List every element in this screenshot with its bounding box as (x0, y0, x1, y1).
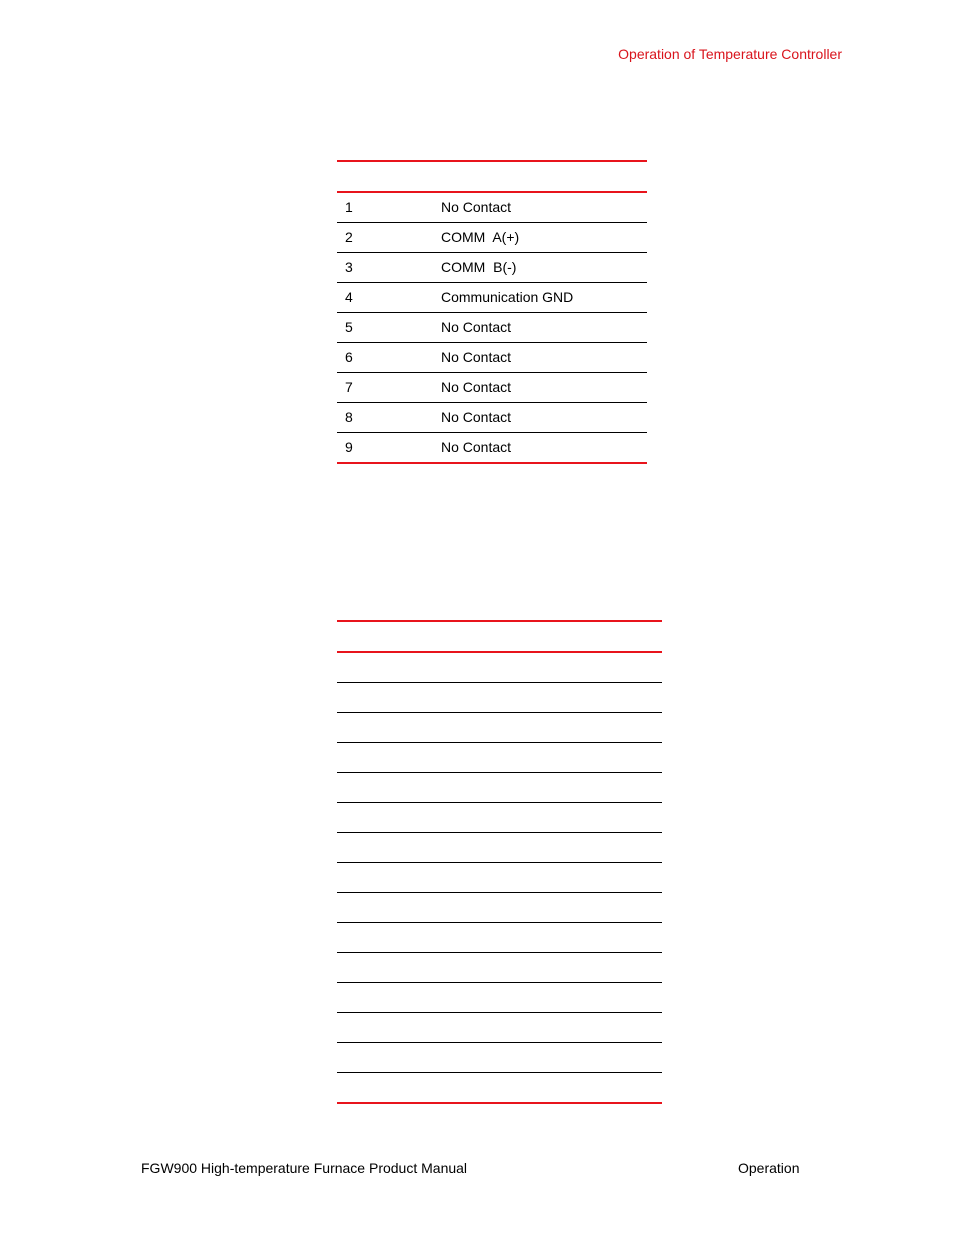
table-row (337, 373, 647, 403)
pin-definition: No Contact (441, 349, 512, 365)
section-title: Operation of Temperature Controller (618, 46, 842, 62)
pin-definition: No Contact (441, 379, 512, 395)
table-row (337, 743, 662, 773)
table-row (337, 313, 647, 343)
table-bottom-rule (337, 462, 647, 464)
table-row (337, 953, 662, 983)
pin-definition: No Contact (441, 439, 512, 455)
table-header-row (337, 162, 647, 191)
table-body (337, 653, 662, 1102)
table-row (337, 1073, 662, 1102)
table-row (337, 403, 647, 433)
table-bottom-rule (337, 1102, 662, 1104)
table-row (337, 1013, 662, 1043)
table-row (337, 983, 662, 1013)
pin-number: 5 (345, 319, 353, 335)
table-row (337, 713, 662, 743)
pin-number: 7 (345, 379, 353, 395)
table-row (337, 863, 662, 893)
table-row (337, 193, 647, 223)
table-row (337, 923, 662, 953)
table-row (337, 833, 662, 863)
table-row (337, 1043, 662, 1073)
table-row (337, 283, 647, 313)
pin-number: 1 (345, 199, 353, 215)
table-row (337, 223, 647, 253)
table-row (337, 433, 647, 462)
pin-number: 3 (345, 259, 353, 275)
table-row (337, 773, 662, 803)
footer-chapter: Operation (738, 1160, 800, 1176)
pin-definition: COMM B(-) (441, 259, 517, 275)
empty-table (337, 620, 662, 1104)
table-row (337, 803, 662, 833)
pin-definition: No Contact (441, 319, 512, 335)
pin-number: 8 (345, 409, 353, 425)
pin-definition-table (337, 160, 647, 464)
pin-definition: COMM A(+) (441, 229, 520, 245)
table-row (337, 253, 647, 283)
pin-number: 2 (345, 229, 353, 245)
footer-manual-title: FGW900 High-temperature Furnace Product Manual (141, 1160, 468, 1176)
pin-number: 6 (345, 349, 353, 365)
table-row (337, 893, 662, 923)
pin-number: 9 (345, 439, 353, 455)
table-row (337, 683, 662, 713)
table-row (337, 653, 662, 683)
pin-definition: No Contact (441, 199, 512, 215)
pin-definition: Communication GND (441, 289, 574, 305)
table-body (337, 193, 647, 462)
pin-definition: No Contact (441, 409, 512, 425)
pin-number: 4 (345, 289, 353, 305)
table-header-row (337, 622, 662, 651)
table-row (337, 343, 647, 373)
